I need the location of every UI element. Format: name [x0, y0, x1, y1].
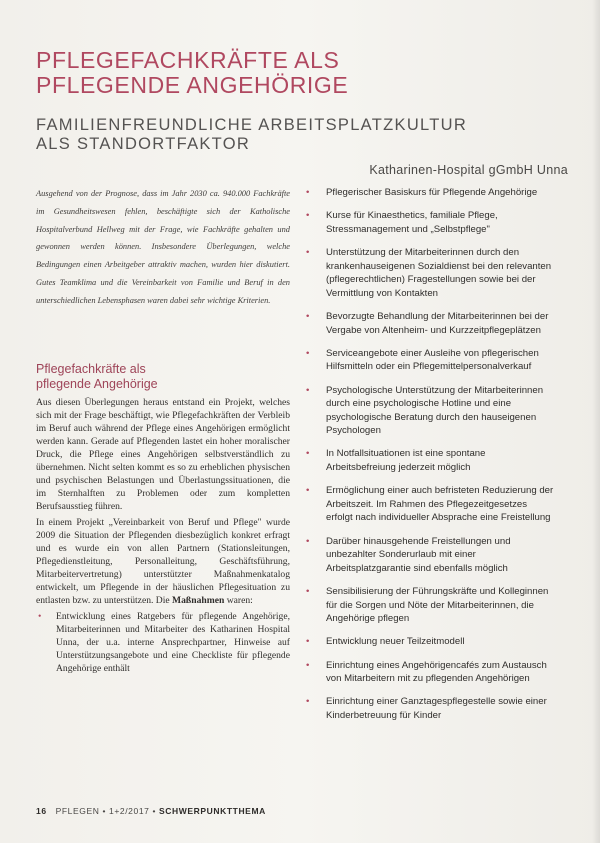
list-item-text: Entwicklung neuer Teilzeitmodell [326, 636, 465, 648]
list-item [304, 484, 554, 525]
bullet-icon: • [306, 696, 310, 708]
body-paragraph-2 [36, 516, 290, 607]
list-item-text: Entwicklung eines Ratgebers für pflegende Angehörige, Mitarbeiterinnen und Mitarbeiter des Katharinen Hospital Unna, der u.a. interne Ansprechpartner, Hinweise auf Unterstützungsangebote und eine Checkliste für pflegende Angehörige enthält [56, 611, 290, 674]
list-item-text: Psychologische Unterstützung der Mitarbeiterinnen durch eine psychologische Hotline und eine psychologische Beratung durch den hauseigenen Psychologen [326, 384, 544, 437]
subtitle-line-1: FAMILIENFREUNDLICHE ARBEITSPLATZKULTUR [36, 116, 468, 134]
list-item [304, 585, 554, 626]
section-heading-line-1: Pflegefachkräfte als [36, 362, 146, 376]
list-item-text: Unterstützung der Mitarbeiterinnen durch den krankenhauseigenen Sozialdienst bei den relevanten (pflegerechtlichen) Fragestellungen sowie bei der Vermittlung von Kontakten [326, 246, 552, 299]
list-item [304, 246, 554, 300]
bullet-icon: • [306, 210, 310, 222]
left-body-column [36, 396, 290, 675]
list-item [304, 310, 554, 337]
bullet-icon: • [306, 246, 310, 258]
title-line-2: PFLEGENDE ANGEHÖRIGE [36, 72, 349, 98]
list-item [304, 209, 554, 236]
body-paragraph-2-end: waren: [224, 595, 253, 606]
measures-keyword: Maßnahmen [172, 595, 225, 606]
section-heading-line-2: pflegende Angehörige [36, 377, 158, 391]
page-edge-shadow [592, 0, 600, 843]
list-item [304, 347, 554, 374]
subtitle-line-2: ALS STANDORTFAKTOR [36, 135, 251, 153]
list-item-text: In Notfallsituationen ist eine spontane Arbeitsbefreiung jederzeit möglich [326, 448, 486, 474]
bullet-icon: • [306, 586, 310, 597]
list-item [304, 384, 554, 438]
bullet-icon: • [38, 611, 42, 622]
list-item-text: Darüber hinausgehende Freistellungen und unbezahlter Sonderurlaub mit einer Arbeitsplatzgarantie sind ebenfalls möglich [326, 535, 511, 574]
list-item-text: Einrichtung einer Ganztagespflegestelle sowie einer Kinderbetreuung für Kinder [326, 696, 547, 721]
section-heading [36, 362, 290, 392]
publication-info: PFLEGEN • 1+2/2017 • [55, 806, 157, 816]
bullet-icon: • [306, 384, 310, 396]
list-item [304, 635, 554, 649]
list-item-text: Kurse für Kinaesthetics, familiale Pflege, Stressmanagement und „Selbstpflege" [326, 210, 498, 235]
list-item [36, 610, 290, 675]
page-footer [36, 806, 266, 816]
intro-paragraph: Ausgehend von der Prognose, dass im Jahr 2030 ca. 940.000 Fachkräfte im Gesundheitswesen fehlen, beschäftigte sich der Katholische Hospitalverbund Hellweg mit der Frage, wie Fachkräfte gehalten und gewonnen werden können. Insbesondere Überlegungen, welche Bedingungen einen Arbeitgeber attraktiv machen, wurden hier diskutiert. Gutes Teamklima und die Vereinbarkeit von Familie und Beruf in den unterschiedlichen Lebensphasen waren dabei sehr wichtige Kriterien. [36, 189, 290, 305]
title-line-1: PFLEGEFACHKRÄFTE ALS [36, 47, 340, 73]
article-subtitle [36, 116, 576, 154]
page-number: 16 [36, 806, 47, 816]
list-item-text: Bevorzugte Behandlung der Mitarbeiterinnen bei der Vergabe von Altenheim- und Kurzzeitpflegeplätzen [326, 310, 549, 336]
bullet-icon: • [306, 636, 310, 648]
measures-list-right [304, 186, 554, 732]
list-item [304, 695, 554, 722]
list-item-text: Serviceangebote einer Ausleihe von pflegerischen Hilfsmitteln oder ein Pflegemittelpersonalverkauf [326, 347, 539, 373]
section-name: SCHWERPUNKTTHEMA [159, 806, 266, 816]
list-item [304, 186, 554, 200]
bullet-icon: • [306, 187, 310, 198]
article-title [36, 48, 576, 98]
bullet-icon: • [306, 448, 310, 460]
body-paragraph-1: Aus diesen Überlegungen heraus entstand ein Projekt, welches sich mit der Frage beschäftigt, wie Pflegefachkräften der Verbleib im Beruf auch während der Pflege eines Angehörigen ermöglicht werden kann. Gerade auf Pflegenden lastet ein hoher moralischer Druck, die Pflege eines Angehörigen selbstverständlich zu übernehmen. Nicht selten kommt es so zu erheblichen physischen und psychischen Belastungen und Überlastungssituationen, die im Sternhalften zu Problemen oder zum kompletten Berufsausstieg führen. [36, 397, 290, 512]
list-item-text: Sensibilisierung der Führungskräfte und Kolleginnen für die Sorgen und Nöte der Mitarbeiterinnen, die Angehörige pflegen [326, 586, 549, 625]
bullet-icon: • [306, 310, 310, 322]
bullet-icon: • [306, 485, 310, 497]
list-item-text: Ermöglichung einer auch befristeten Reduzierung der Arbeitszeit. Im Rahmen des Pflegezeitgesetzes erfolgt nach individueller Absprache eine Freistellung [326, 485, 554, 524]
measures-list-left [36, 610, 290, 675]
list-item [304, 535, 554, 576]
list-item-text: Pflegerischer Basiskurs für Pflegende Angehörige [326, 187, 538, 198]
author-institution: Katharinen-Hospital gGmbH Unna [369, 163, 568, 177]
bullet-icon: • [306, 659, 310, 671]
list-item [304, 659, 554, 686]
bullet-icon: • [306, 535, 310, 547]
list-item [304, 447, 554, 474]
bullet-icon: • [306, 347, 310, 359]
body-paragraph-2-start: In einem Projekt „Vereinbarkeit von Beruf und Pflege" wurde 2009 die Situation der Pflegenden diesbezüglich konkret erfragt und es wurde ein von allen Partnern (Stationsleitungen, Pflegedienstleitung, Personalleitung, Geschäftsführung, Mitarbeitervertretung) unterstützter Maßnahmenkatalog entwickelt, um Pflegende in der häuslichen Pflegesituation zu entlasten bzw. zu unterstützen. Die [36, 517, 290, 606]
list-item-text: Einrichtung eines Angehörigencafés zum Austausch von Mitarbeitern mit zu pflegenden Angehörigen [326, 659, 547, 685]
